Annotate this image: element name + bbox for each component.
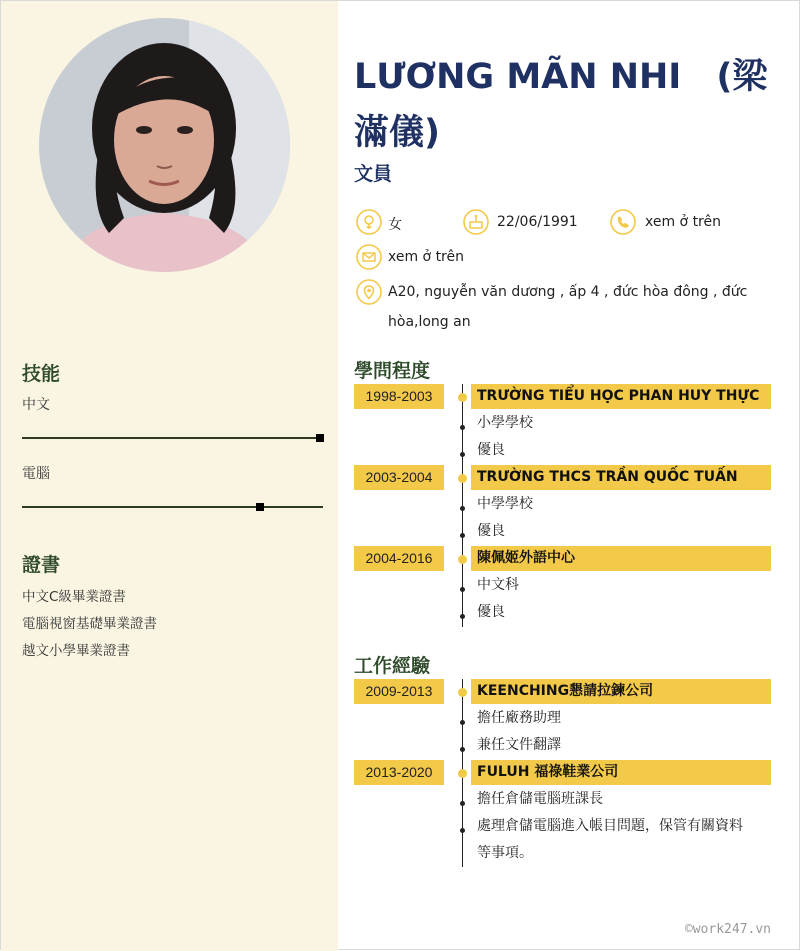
job-title: 文員 xyxy=(354,163,393,185)
timeline-dot xyxy=(458,769,467,778)
school-name: TRƯỜNG THCS TRẦN QUỐC TUẤN xyxy=(471,465,771,490)
entry-detail: 中文科 xyxy=(477,577,519,593)
skills-title: 技能 xyxy=(22,363,61,385)
period-label: 2004-2016 xyxy=(354,546,444,571)
bullet xyxy=(460,801,465,806)
entry-detail: 中學學校 xyxy=(477,496,533,512)
certificate-item: 中文C級畢業證書 xyxy=(22,589,126,605)
gender-icon xyxy=(356,209,382,235)
bullet xyxy=(460,587,465,592)
entry-detail: 擔任廠務助理 xyxy=(477,710,561,726)
gender-value: 女 xyxy=(388,217,402,233)
period-label: 2013-2020 xyxy=(354,760,444,785)
entry-detail: 擔任倉儲電腦班課長 xyxy=(477,791,603,807)
entry-detail: 優良 xyxy=(477,604,505,620)
period-label: 2009-2013 xyxy=(354,679,444,704)
birthday-value: 22/06/1991 xyxy=(497,214,578,230)
bullet xyxy=(460,452,465,457)
entry-detail: 等事項。 xyxy=(477,845,533,861)
timeline-dot xyxy=(458,555,467,564)
entry-detail: 優良 xyxy=(477,523,505,539)
company-name: KEENCHING懇請拉鍊公司 xyxy=(471,679,771,704)
skill-bar xyxy=(22,437,323,439)
birthday-cake-icon xyxy=(463,209,489,235)
entry-detail: 優良 xyxy=(477,442,505,458)
period-label: 1998-2003 xyxy=(354,384,444,409)
timeline-dot xyxy=(458,393,467,402)
bullet xyxy=(460,533,465,538)
bullet xyxy=(460,506,465,511)
sidebar xyxy=(1,1,338,951)
certificate-item: 越文小學畢業證書 xyxy=(22,643,130,659)
entry-detail: 處理倉儲電腦進入帳目問題，保管有關資料 xyxy=(477,818,743,834)
skill-label: 電腦 xyxy=(22,466,50,482)
certificate-item: 電腦視窗基礎畢業證書 xyxy=(22,616,157,632)
bullet xyxy=(460,614,465,619)
bullet xyxy=(460,720,465,725)
address-line: A20, nguyễn văn dương , ấp 4 , đức hòa đông , đức xyxy=(388,284,748,300)
entry-detail: 小學學校 xyxy=(477,415,533,431)
experience-title: 工作經驗 xyxy=(354,655,431,677)
timeline-dot xyxy=(458,474,467,483)
school-name: TRƯỜNG TIỂU HỌC PHAN HUY THỰC xyxy=(471,384,771,409)
candidate-name: LƯƠNG MÃN NHI (梁滿儀) xyxy=(354,57,768,153)
location-icon xyxy=(356,279,382,305)
company-name: FULUH 福祿鞋業公司 xyxy=(471,760,771,785)
skill-label: 中文 xyxy=(22,397,50,413)
bullet xyxy=(460,425,465,430)
avatar xyxy=(39,18,290,272)
bullet xyxy=(460,747,465,752)
entry-detail: 兼任文件翻譯 xyxy=(477,737,561,753)
avatar-photo xyxy=(39,18,290,272)
period-label: 2003-2004 xyxy=(354,465,444,490)
phone-value: xem ở trên xyxy=(645,214,721,230)
certificates-title: 證書 xyxy=(22,554,61,576)
address-line: hòa,long an xyxy=(388,314,471,330)
education-title: 學問程度 xyxy=(354,360,431,382)
skill-bar xyxy=(22,506,323,508)
email-value: xem ở trên xyxy=(388,249,464,265)
watermark: ©work247.vn xyxy=(684,922,771,937)
timeline-dot xyxy=(458,688,467,697)
bullet xyxy=(460,828,465,833)
email-icon xyxy=(356,244,382,270)
school-name: 陳佩姬外語中心 xyxy=(471,546,771,571)
skill-level-handle xyxy=(256,503,264,511)
phone-icon xyxy=(610,209,636,235)
skill-level-handle xyxy=(316,434,324,442)
